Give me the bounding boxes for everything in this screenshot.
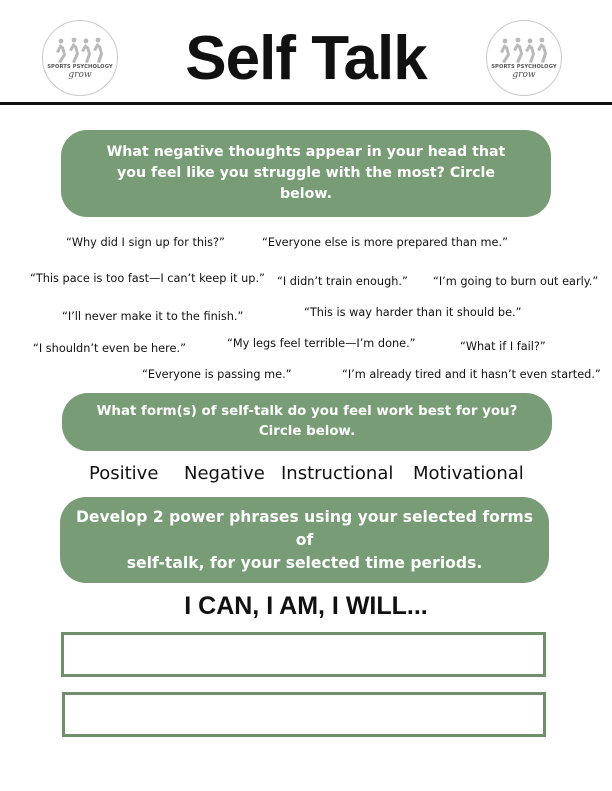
thought-option[interactable]: “I’ll never make it to the finish.” [62, 310, 244, 323]
thought-option[interactable]: “Everyone else is more prepared than me.” [262, 236, 508, 249]
thought-option[interactable]: “This pace is too fast—I can’t keep it up.” [30, 272, 265, 285]
logo-tagline: grow [68, 70, 92, 81]
logo-brand-text: SPORTS PSYCHOLOGY [47, 63, 113, 70]
page-title: Self Talk [185, 24, 427, 93]
prompt-line: What form(s) of self-talk do you feel work best for you? [96, 404, 518, 419]
self-talk-forms-prompt [62, 393, 552, 451]
thought-option[interactable]: “I’m going to burn out early.” [433, 275, 599, 288]
prompt-line: self-talk, for your selected time periods. [126, 553, 483, 572]
logo-tagline: grow [512, 70, 536, 81]
thought-option[interactable]: “Why did I sign up for this?” [66, 236, 225, 249]
logo-brand-text: SPORTS PSYCHOLOGY [491, 63, 557, 70]
power-phrase-input-2[interactable] [62, 692, 546, 737]
power-phrase-input-1[interactable] [61, 632, 546, 677]
prompt-line: What negative thoughts appear in your head that [106, 144, 506, 160]
prompt-line: Develop 2 power phrases using your selected forms of [75, 507, 534, 549]
prompt-line: below. [280, 186, 332, 202]
mantra-heading: I CAN, I AM, I WILL... [184, 592, 428, 620]
option-positive[interactable]: Positive [89, 463, 159, 484]
logo-left [42, 20, 118, 96]
option-negative[interactable]: Negative [184, 463, 265, 484]
thought-option[interactable]: “My legs feel terrible—I’m done.” [227, 337, 416, 350]
athletes-silhouette-icon [496, 36, 552, 64]
thought-option[interactable]: “I didn’t train enough.” [277, 275, 408, 288]
athletes-silhouette-icon [52, 36, 108, 64]
thought-option[interactable]: “Everyone is passing me.” [142, 368, 292, 381]
power-phrases-prompt [60, 497, 549, 583]
option-instructional[interactable]: Instructional [281, 463, 394, 484]
prompt-line: you feel like you struggle with the most? Circle [116, 165, 496, 181]
logo-right [486, 20, 562, 96]
negative-thoughts-prompt [61, 130, 551, 217]
prompt-line: Circle below. [258, 424, 356, 439]
header-divider [0, 102, 612, 105]
thought-option[interactable]: “What if I fail?” [460, 340, 546, 353]
option-motivational[interactable]: Motivational [413, 463, 524, 484]
thought-option[interactable]: “I’m already tired and it hasn’t even started.” [342, 368, 601, 381]
thought-option[interactable]: “I shouldn’t even be here.” [33, 342, 186, 355]
thought-option[interactable]: “This is way harder than it should be.” [304, 306, 522, 319]
